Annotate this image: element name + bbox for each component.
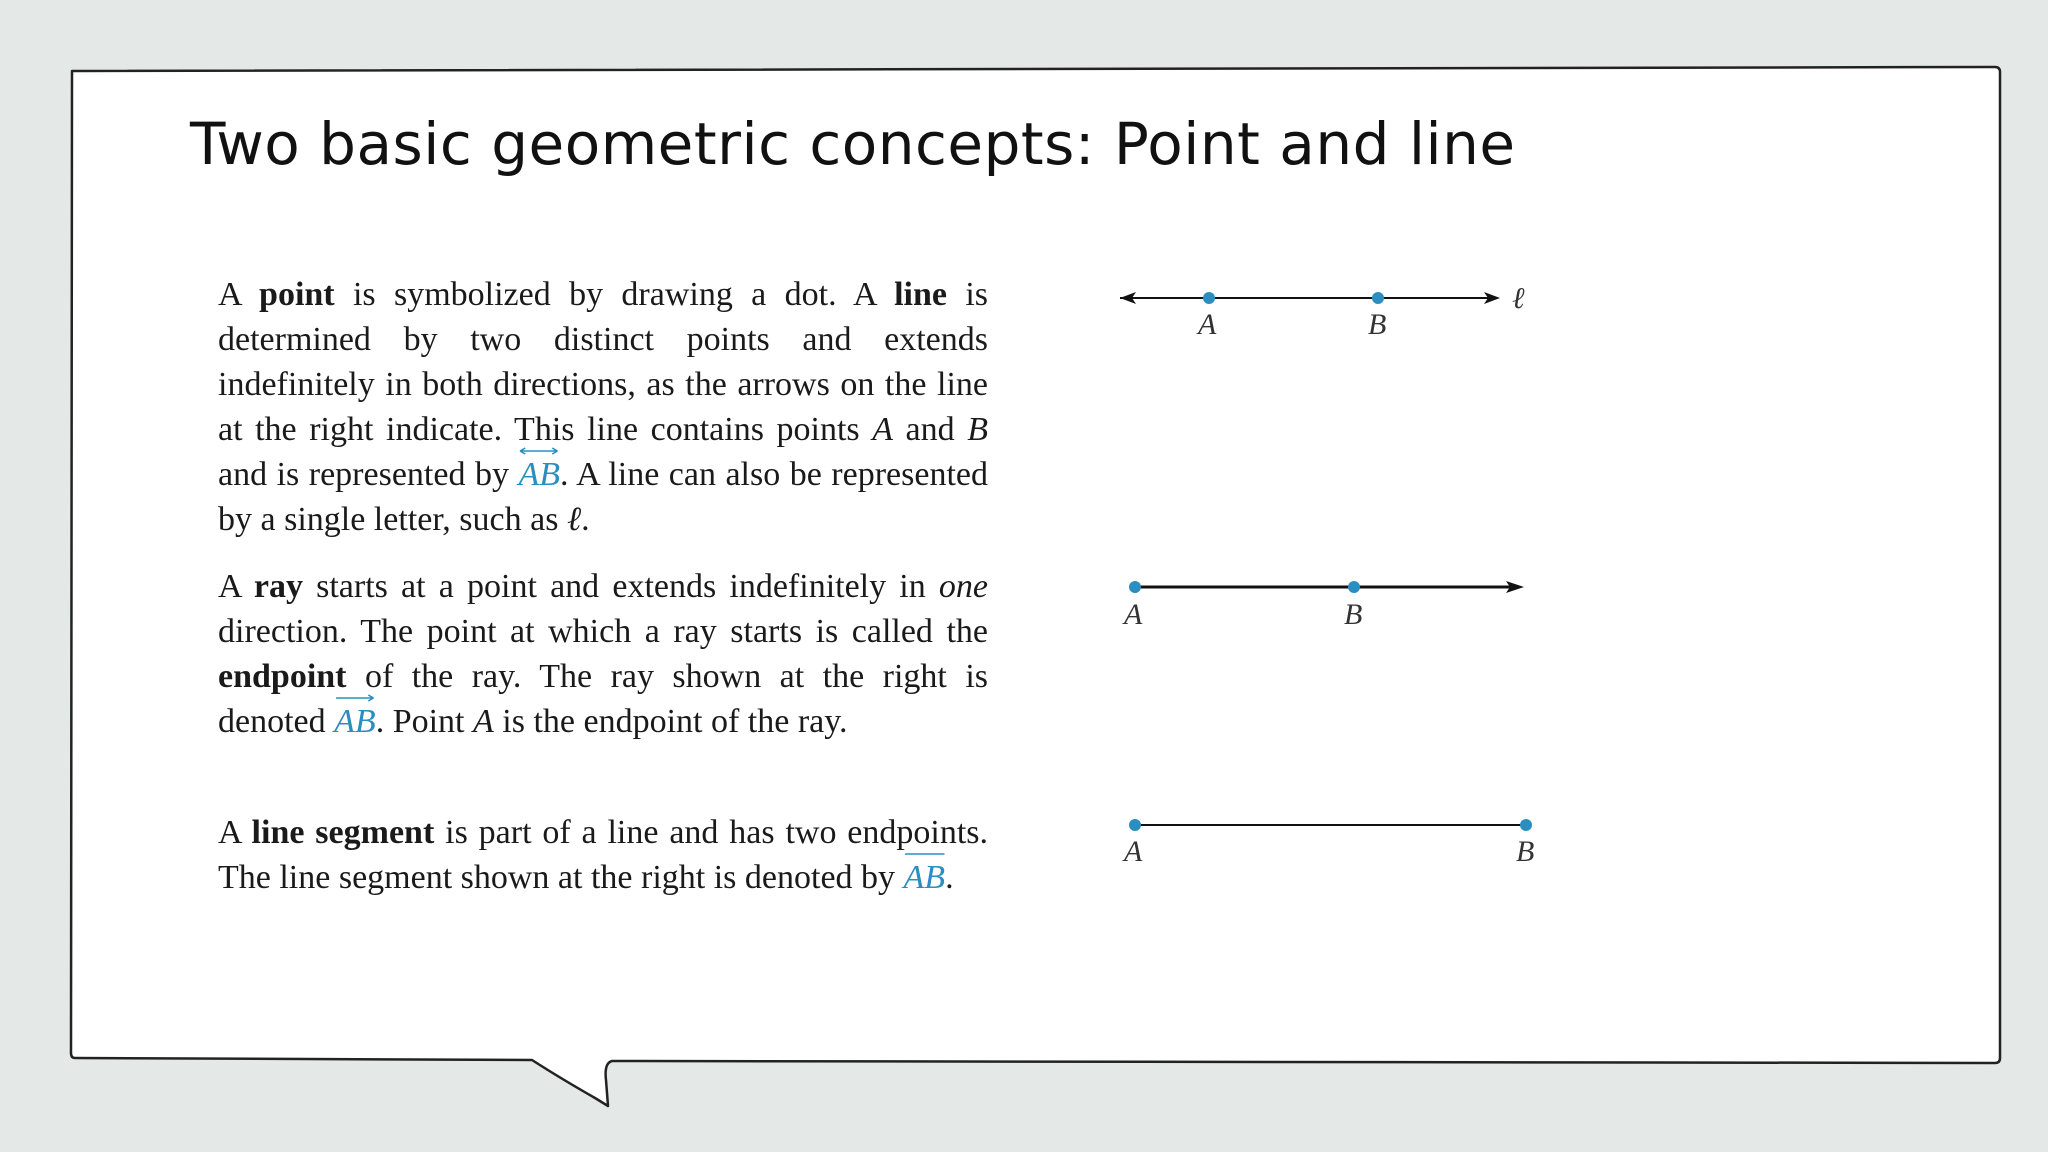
double-arrow-mark-icon — [518, 446, 560, 456]
ray-endpoint-a-dot — [1129, 581, 1141, 593]
segment-notation: AB — [904, 855, 946, 900]
point-a-label: A — [1124, 598, 1143, 631]
line-notation: AB — [518, 452, 560, 497]
overline-mark-icon — [904, 849, 946, 859]
right-arrow-mark-icon — [334, 693, 376, 703]
point-b-label: B — [1344, 598, 1363, 631]
term-line-segment: line segment — [251, 814, 435, 851]
ray-notation: AB — [334, 699, 376, 744]
ray-point-b-dot — [1348, 581, 1360, 593]
segment-endpoint-b-dot — [1520, 819, 1532, 831]
ray-figure — [1110, 560, 1540, 644]
term-line: line — [894, 276, 947, 313]
term-endpoint: endpoint — [218, 658, 347, 695]
term-point: point — [259, 276, 335, 313]
ray-definition-paragraph: A ray starts at a point and extends indefinitely in one direction. The point at which a ray starts is called the endpoint of the ray. The ray shown at the right is denoted AB. Point A is the endpoint of the ray. — [218, 564, 988, 744]
line-name-label: ℓ — [1512, 282, 1525, 315]
line-definition-paragraph: A point is symbolized by drawing a dot. A line is determined by two distinct points and extends indefinitely in both directions, as the arrows on the line at the right indicate. This line contains points A and B and is represented by AB. A line can also be represented by a single letter, such as ℓ. — [218, 276, 988, 538]
point-a-dot — [1203, 292, 1215, 304]
point-b-label: B — [1368, 308, 1387, 341]
point-b-label: B — [1516, 835, 1535, 868]
segment-endpoint-a-dot — [1129, 819, 1141, 831]
term-ray: ray — [253, 568, 303, 605]
point-a-label: A — [1198, 308, 1217, 341]
slide-title: Two basic geometric concepts: Point and line — [190, 110, 1516, 178]
point-a-label: A — [1124, 835, 1143, 868]
point-b-dot — [1372, 292, 1384, 304]
line-figure — [1110, 270, 1540, 354]
segment-figure — [1110, 796, 1540, 880]
segment-definition-paragraph: A line segment is part of a line and has two endpoints. The line segment shown at the right is denoted by AB. — [218, 810, 988, 900]
